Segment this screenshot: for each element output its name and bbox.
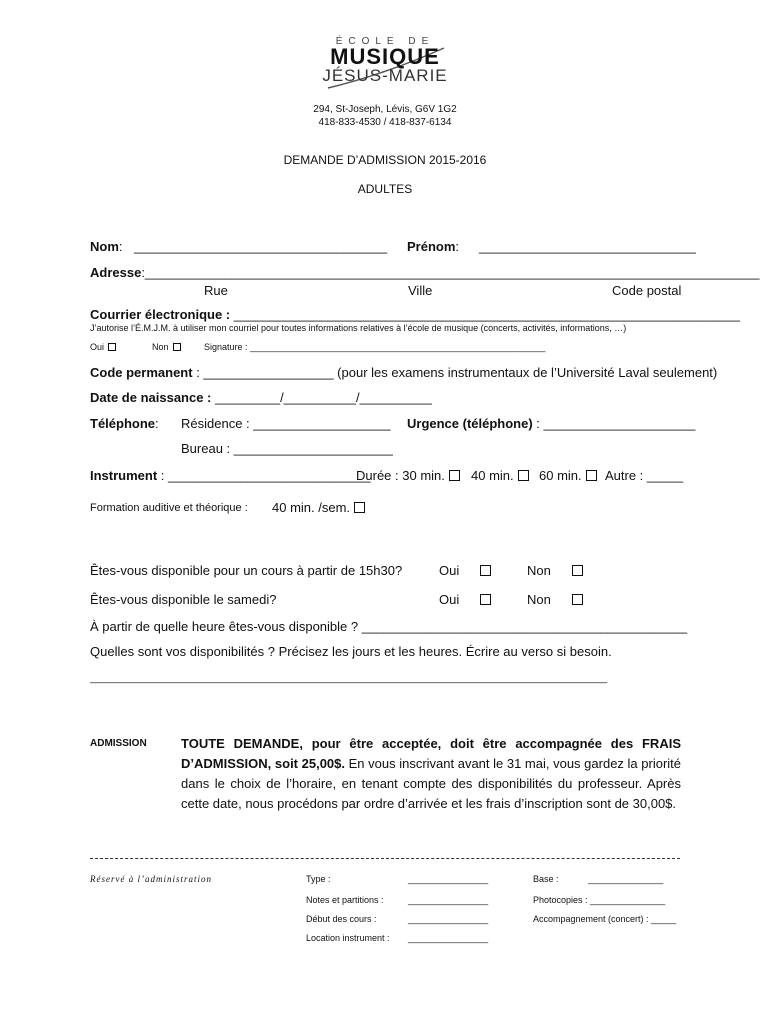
- naissance-row[interactable]: [90, 390, 432, 405]
- courriel-non[interactable]: [152, 342, 181, 352]
- naissance-label: Date de naissance :: [90, 390, 212, 405]
- nom-colon: :: [118, 239, 123, 254]
- dispo-q1: Êtes-vous disponible pour un cours à partir de 15h30?: [90, 563, 403, 578]
- dispo-q2-oui-label: Oui: [439, 592, 460, 607]
- adresse-line: :_____________________________________________________________________________________: [141, 265, 760, 280]
- dispo-q3[interactable]: À partir de quelle heure êtes-vous disponible ? _____________________________________________: [90, 619, 688, 634]
- formation-label: Formation auditive et théorique :: [90, 502, 248, 514]
- prenom-line[interactable]: ______________________________: [479, 239, 696, 254]
- nom-field[interactable]: [90, 239, 123, 254]
- telephone-residence[interactable]: Résidence : ___________________: [181, 416, 391, 431]
- duree-30[interactable]: [356, 468, 460, 483]
- telephone-label: Téléphone: [90, 416, 156, 431]
- nom-line[interactable]: ___________________________________: [134, 239, 388, 254]
- checkbox-icon[interactable]: [518, 470, 529, 481]
- form-title: DEMANDE D’ADMISSION 2015-2016: [283, 153, 487, 167]
- naissance-line: _________/__________/__________: [211, 390, 432, 405]
- checkbox-icon[interactable]: [173, 343, 181, 351]
- duree-40-label: 40 min.: [471, 468, 514, 483]
- nom-label: Nom: [90, 239, 119, 254]
- checkbox-icon[interactable]: [572, 594, 583, 605]
- dispo-q2-non-label: Non: [527, 592, 551, 607]
- urgence-row[interactable]: [407, 416, 695, 431]
- telephone-label-wrap: [90, 416, 159, 431]
- courriel-oui-label: Oui: [90, 342, 105, 352]
- admin-accompagnement[interactable]: Accompagnement (concert) : _____: [533, 914, 677, 924]
- code-permanent-note: (pour les examens instrumentaux de l’Université Laval seulement): [333, 365, 718, 380]
- checkbox-icon[interactable]: [480, 565, 491, 576]
- prenom-colon: :: [455, 239, 460, 254]
- logo-ecole: ÉCOLE DE: [335, 36, 435, 47]
- adresse-row[interactable]: [90, 265, 760, 280]
- dispo-q1-oui[interactable]: [439, 563, 491, 578]
- admin-location-line[interactable]: ________________: [408, 933, 489, 943]
- instrument-label: Instrument: [90, 468, 158, 483]
- duree-autre[interactable]: Autre : _____: [605, 468, 684, 483]
- courriel-row[interactable]: [90, 307, 740, 322]
- checkbox-icon[interactable]: [354, 502, 365, 513]
- duree-40[interactable]: [471, 468, 529, 483]
- dispo-q2: Êtes-vous disponible le samedi?: [90, 592, 277, 607]
- code-permanent-row[interactable]: [90, 365, 717, 380]
- duree-30-label: Durée : 30 min.: [356, 468, 445, 483]
- prenom-label: Prénom: [407, 239, 456, 254]
- admission-text: [181, 734, 681, 814]
- duree-60[interactable]: [539, 468, 597, 483]
- admin-notes-line[interactable]: ________________: [408, 895, 489, 905]
- admission-label: ADMISSION: [90, 738, 147, 749]
- admin-debut: Début des cours :: [306, 914, 377, 924]
- duree-60-label: 60 min.: [539, 468, 582, 483]
- admin-base: Base :: [533, 874, 559, 884]
- courriel-label: Courrier électronique :: [90, 307, 231, 322]
- adresse-code-postal: Code postal: [612, 283, 682, 298]
- telephone-bureau[interactable]: Bureau : ______________________: [181, 441, 393, 456]
- dispo-q1-oui-label: Oui: [439, 563, 460, 578]
- admin-type: Type :: [306, 874, 331, 884]
- form-subtitle: ADULTES: [357, 182, 413, 196]
- code-permanent-line: : __________________: [192, 365, 334, 380]
- adresse-rue: Rue: [204, 283, 228, 298]
- telephone-colon: :: [155, 416, 159, 431]
- logo-musique: MUSIQUE: [330, 44, 440, 69]
- admission-bold: TOUTE DEMANDE, pour être acceptée, doit être accompagnée des FRAIS D’ADMISSION, soit 25,00$.: [181, 736, 681, 771]
- courriel-signature[interactable]: Signature : ___________________________________________________________: [204, 342, 546, 352]
- dispo-q2-oui[interactable]: [439, 592, 491, 607]
- checkbox-icon[interactable]: [586, 470, 597, 481]
- courriel-autorisation: J’autorise l’É.M.J.M. à utiliser mon courriel pour toutes informations relatives à l’école de musique (concerts, activités, informations, …): [90, 323, 627, 333]
- urgence-line: : _____________________: [532, 416, 696, 431]
- formation-option[interactable]: [272, 500, 365, 515]
- logo-jesus-marie: JÉSUS-MARIE: [322, 66, 448, 85]
- adresse-label: Adresse: [90, 265, 142, 280]
- address-line1: 294, St-Joseph, Lévis, G6V 1G2: [313, 104, 457, 115]
- courriel-line: ______________________________________________________________________: [233, 307, 740, 322]
- address-line2: 418-833-4530 / 418-837-6134: [318, 117, 452, 128]
- prenom-field: [407, 239, 459, 254]
- formation-value: 40 min. /sem.: [272, 500, 351, 515]
- instrument-row[interactable]: [90, 468, 370, 483]
- dispo-q4-line[interactable]: _____________________________________________________________________________________________: [90, 673, 608, 684]
- dispo-q1-non-label: Non: [527, 563, 551, 578]
- admin-base-line[interactable]: _______________: [588, 874, 664, 884]
- dispo-q2-non[interactable]: [527, 592, 583, 607]
- adresse-ville: Ville: [408, 283, 433, 298]
- admin-reserve: Réservé à l’administration: [90, 874, 212, 884]
- instrument-line: : ____________________________: [157, 468, 371, 483]
- dispo-q4: Quelles sont vos disponibilités ? Précisez les jours et les heures. Écrire au verso si besoin.: [90, 644, 612, 659]
- dispo-q1-non[interactable]: [527, 563, 583, 578]
- checkbox-icon[interactable]: [480, 594, 491, 605]
- checkbox-icon[interactable]: [449, 470, 460, 481]
- admission-body: En vous inscrivant avant le 31 mai, vous gardez la priorité dans le choix de l’horaire, en tenant compte des disponibilités du professeur. Après cette date, nous procédons par ordre d’arrivée et les frais d’inscription sont de 30,00$.: [181, 756, 682, 811]
- admin-photocopies[interactable]: Photocopies : _______________: [533, 895, 666, 905]
- urgence-label: Urgence (téléphone): [407, 416, 533, 431]
- admin-debut-line[interactable]: ________________: [408, 914, 489, 924]
- courriel-non-label: Non: [152, 342, 169, 352]
- admin-type-line[interactable]: ________________: [408, 874, 489, 884]
- checkbox-icon[interactable]: [108, 343, 116, 351]
- admin-notes: Notes et partitions :: [306, 895, 384, 905]
- code-permanent-label: Code permanent: [90, 365, 193, 380]
- separator-line: [90, 858, 680, 859]
- checkbox-icon[interactable]: [572, 565, 583, 576]
- admin-location: Location instrument :: [306, 933, 390, 943]
- courriel-oui[interactable]: [90, 342, 116, 352]
